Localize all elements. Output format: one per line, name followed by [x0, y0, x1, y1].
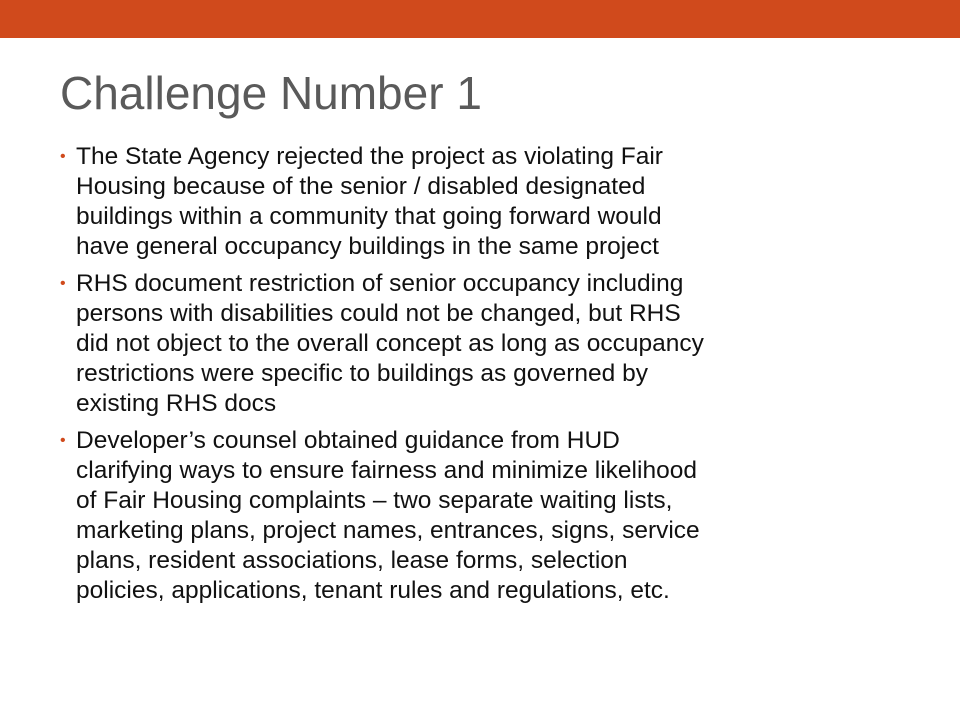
bullet-item: [60, 426, 910, 606]
bullet-line: buildings within a community that going forward would: [76, 203, 662, 230]
bullet-line: have general occupancy buildings in the same project: [76, 233, 659, 260]
bullet-dot-icon: •: [60, 148, 66, 165]
top-accent-bar: [0, 0, 960, 38]
slide-title: Challenge Number 1: [60, 67, 482, 119]
bullet-line: marketing plans, project names, entrances, signs, service: [76, 517, 700, 544]
bullet-item: [60, 269, 910, 419]
bullet-line: of Fair Housing complaints – two separate waiting lists,: [76, 487, 673, 514]
bullet-list: [60, 142, 910, 613]
bullet-line: The State Agency rejected the project as violating Fair: [76, 143, 663, 170]
bullet-dot-icon: •: [60, 275, 66, 292]
bullet-line: persons with disabilities could not be changed, but RHS: [76, 300, 681, 327]
bullet-item: [60, 142, 910, 262]
bullet-line: Developer’s counsel obtained guidance from HUD: [76, 427, 620, 454]
bullet-line: Housing because of the senior / disabled designated: [76, 173, 646, 200]
bullet-line: existing RHS docs: [76, 390, 277, 417]
bullet-line: did not object to the overall concept as long as occupancy: [76, 330, 704, 357]
bullet-line: RHS document restriction of senior occupancy including: [76, 270, 684, 297]
bullet-line: policies, applications, tenant rules and regulations, etc.: [76, 577, 670, 604]
bullet-line: plans, resident associations, lease forms, selection: [76, 547, 628, 574]
bullet-line: restrictions were specific to buildings as governed by: [76, 360, 648, 387]
bullet-line: clarifying ways to ensure fairness and minimize likelihood: [76, 457, 697, 484]
bullet-dot-icon: •: [60, 432, 66, 449]
